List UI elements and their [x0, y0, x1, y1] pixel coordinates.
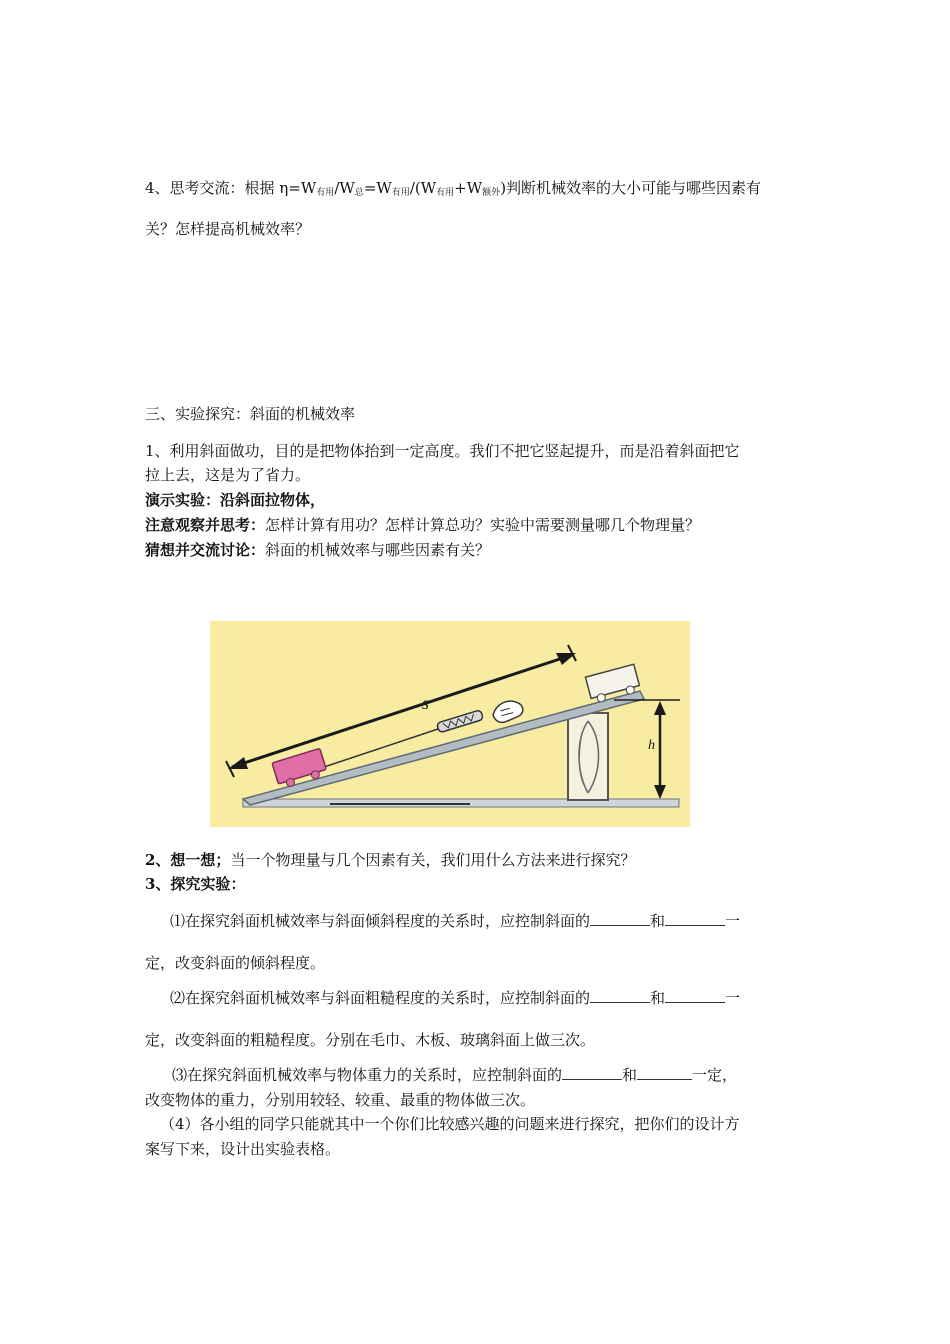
- section-3-para-1-line-2: 拉上去，这是为了省力。: [145, 466, 311, 484]
- explore-item-2-line-1: [170, 988, 740, 1008]
- explore-item-4-line-1: （4）各小组的同学只能就其中一个你们比较感兴趣的问题来进行探究，把你们的设计方: [160, 1115, 740, 1133]
- item-1-and: 和: [650, 912, 666, 930]
- question-4-line-1: [145, 178, 761, 203]
- explore-heading: 3、探究实验：: [145, 875, 246, 893]
- think-label: 2、想一想；: [145, 851, 231, 869]
- item-2-text: ⑵在探究斜面机械效率与斜面粗糙程度的关系时，应控制斜面的: [170, 989, 591, 1007]
- q4-text: /(W: [409, 179, 437, 197]
- q4-text: )判断机械效率的大小可能与哪些因素有: [500, 179, 762, 197]
- item-2-end: 一: [725, 989, 741, 1007]
- explore-item-3-line-2: 改变物体的重力，分别用较轻、较重、最重的物体做三次。: [145, 1091, 536, 1109]
- question-4-line-2: 关？怎样提高机械效率？: [145, 220, 311, 238]
- guess-text: 斜面的机械效率与哪些因素有关？: [265, 541, 491, 559]
- demo-experiment: 演示实验：沿斜面拉物体，: [145, 491, 326, 509]
- q4-text: 4、思考交流：根据 η=W: [145, 179, 317, 197]
- explore-item-3-line-1: [172, 1065, 737, 1085]
- item-2-and: 和: [650, 989, 666, 1007]
- explore-item-1-line-1: [170, 911, 740, 931]
- item-1-text: ⑴在探究斜面机械效率与斜面倾斜程度的关系时，应控制斜面的: [170, 912, 591, 930]
- observe-line: [145, 515, 700, 535]
- q4-sub: 总: [354, 188, 364, 198]
- fill-blank[interactable]: [590, 911, 650, 926]
- fill-blank[interactable]: [637, 1065, 692, 1080]
- guess-label: 猜想并交流讨论：: [145, 541, 266, 559]
- fill-blank[interactable]: [590, 988, 650, 1003]
- q4-sub: 有用: [316, 188, 335, 198]
- fill-blank[interactable]: [562, 1065, 622, 1080]
- q4-text: /W: [334, 179, 355, 197]
- observe-label: 注意观察并思考：: [145, 516, 266, 534]
- explore-item-2-line-2: 定，改变斜面的粗糙程度。分别在毛巾、木板、玻璃斜面上做三次。: [145, 1031, 596, 1049]
- section-3-para-1-line-1: 1、利用斜面做功，目的是把物体抬到一定高度。我们不把它竖起提升，而是沿着斜面把它: [145, 442, 740, 460]
- inclined-plane-figure: [210, 621, 690, 827]
- fill-blank[interactable]: [665, 911, 725, 926]
- q4-sub: 额外: [482, 188, 501, 198]
- item-3-and: 和: [622, 1066, 638, 1084]
- think-text: 当一个物理量与几个因素有关，我们用什么方法来进行探究？: [230, 851, 636, 869]
- q4-sub: 有用: [391, 188, 410, 198]
- q4-text: +W: [454, 179, 483, 197]
- fill-blank[interactable]: [665, 988, 725, 1003]
- observe-text: 怎样计算有用功？怎样计算总功？实验中需要测量哪几个物理量？: [265, 516, 701, 534]
- item-1-end: 一: [725, 912, 741, 930]
- distance-s-label: s: [422, 693, 430, 713]
- explore-item-1-line-2: 定，改变斜面的倾斜程度。: [145, 954, 326, 972]
- section-3-heading: 三、实验探究：斜面的机械效率: [145, 405, 356, 423]
- think-line: [145, 850, 635, 870]
- guess-line: [145, 540, 490, 560]
- explore-item-4-line-2: 案写下来，设计出实验表格。: [145, 1140, 341, 1158]
- q4-text: =W: [363, 179, 392, 197]
- item-3-end: 一定，: [692, 1066, 738, 1084]
- height-h-label: h: [648, 738, 655, 753]
- item-3-text: ⑶在探究斜面机械效率与物体重力的关系时，应控制斜面的: [172, 1066, 563, 1084]
- support-block: [568, 713, 608, 800]
- q4-sub: 有用: [436, 188, 455, 198]
